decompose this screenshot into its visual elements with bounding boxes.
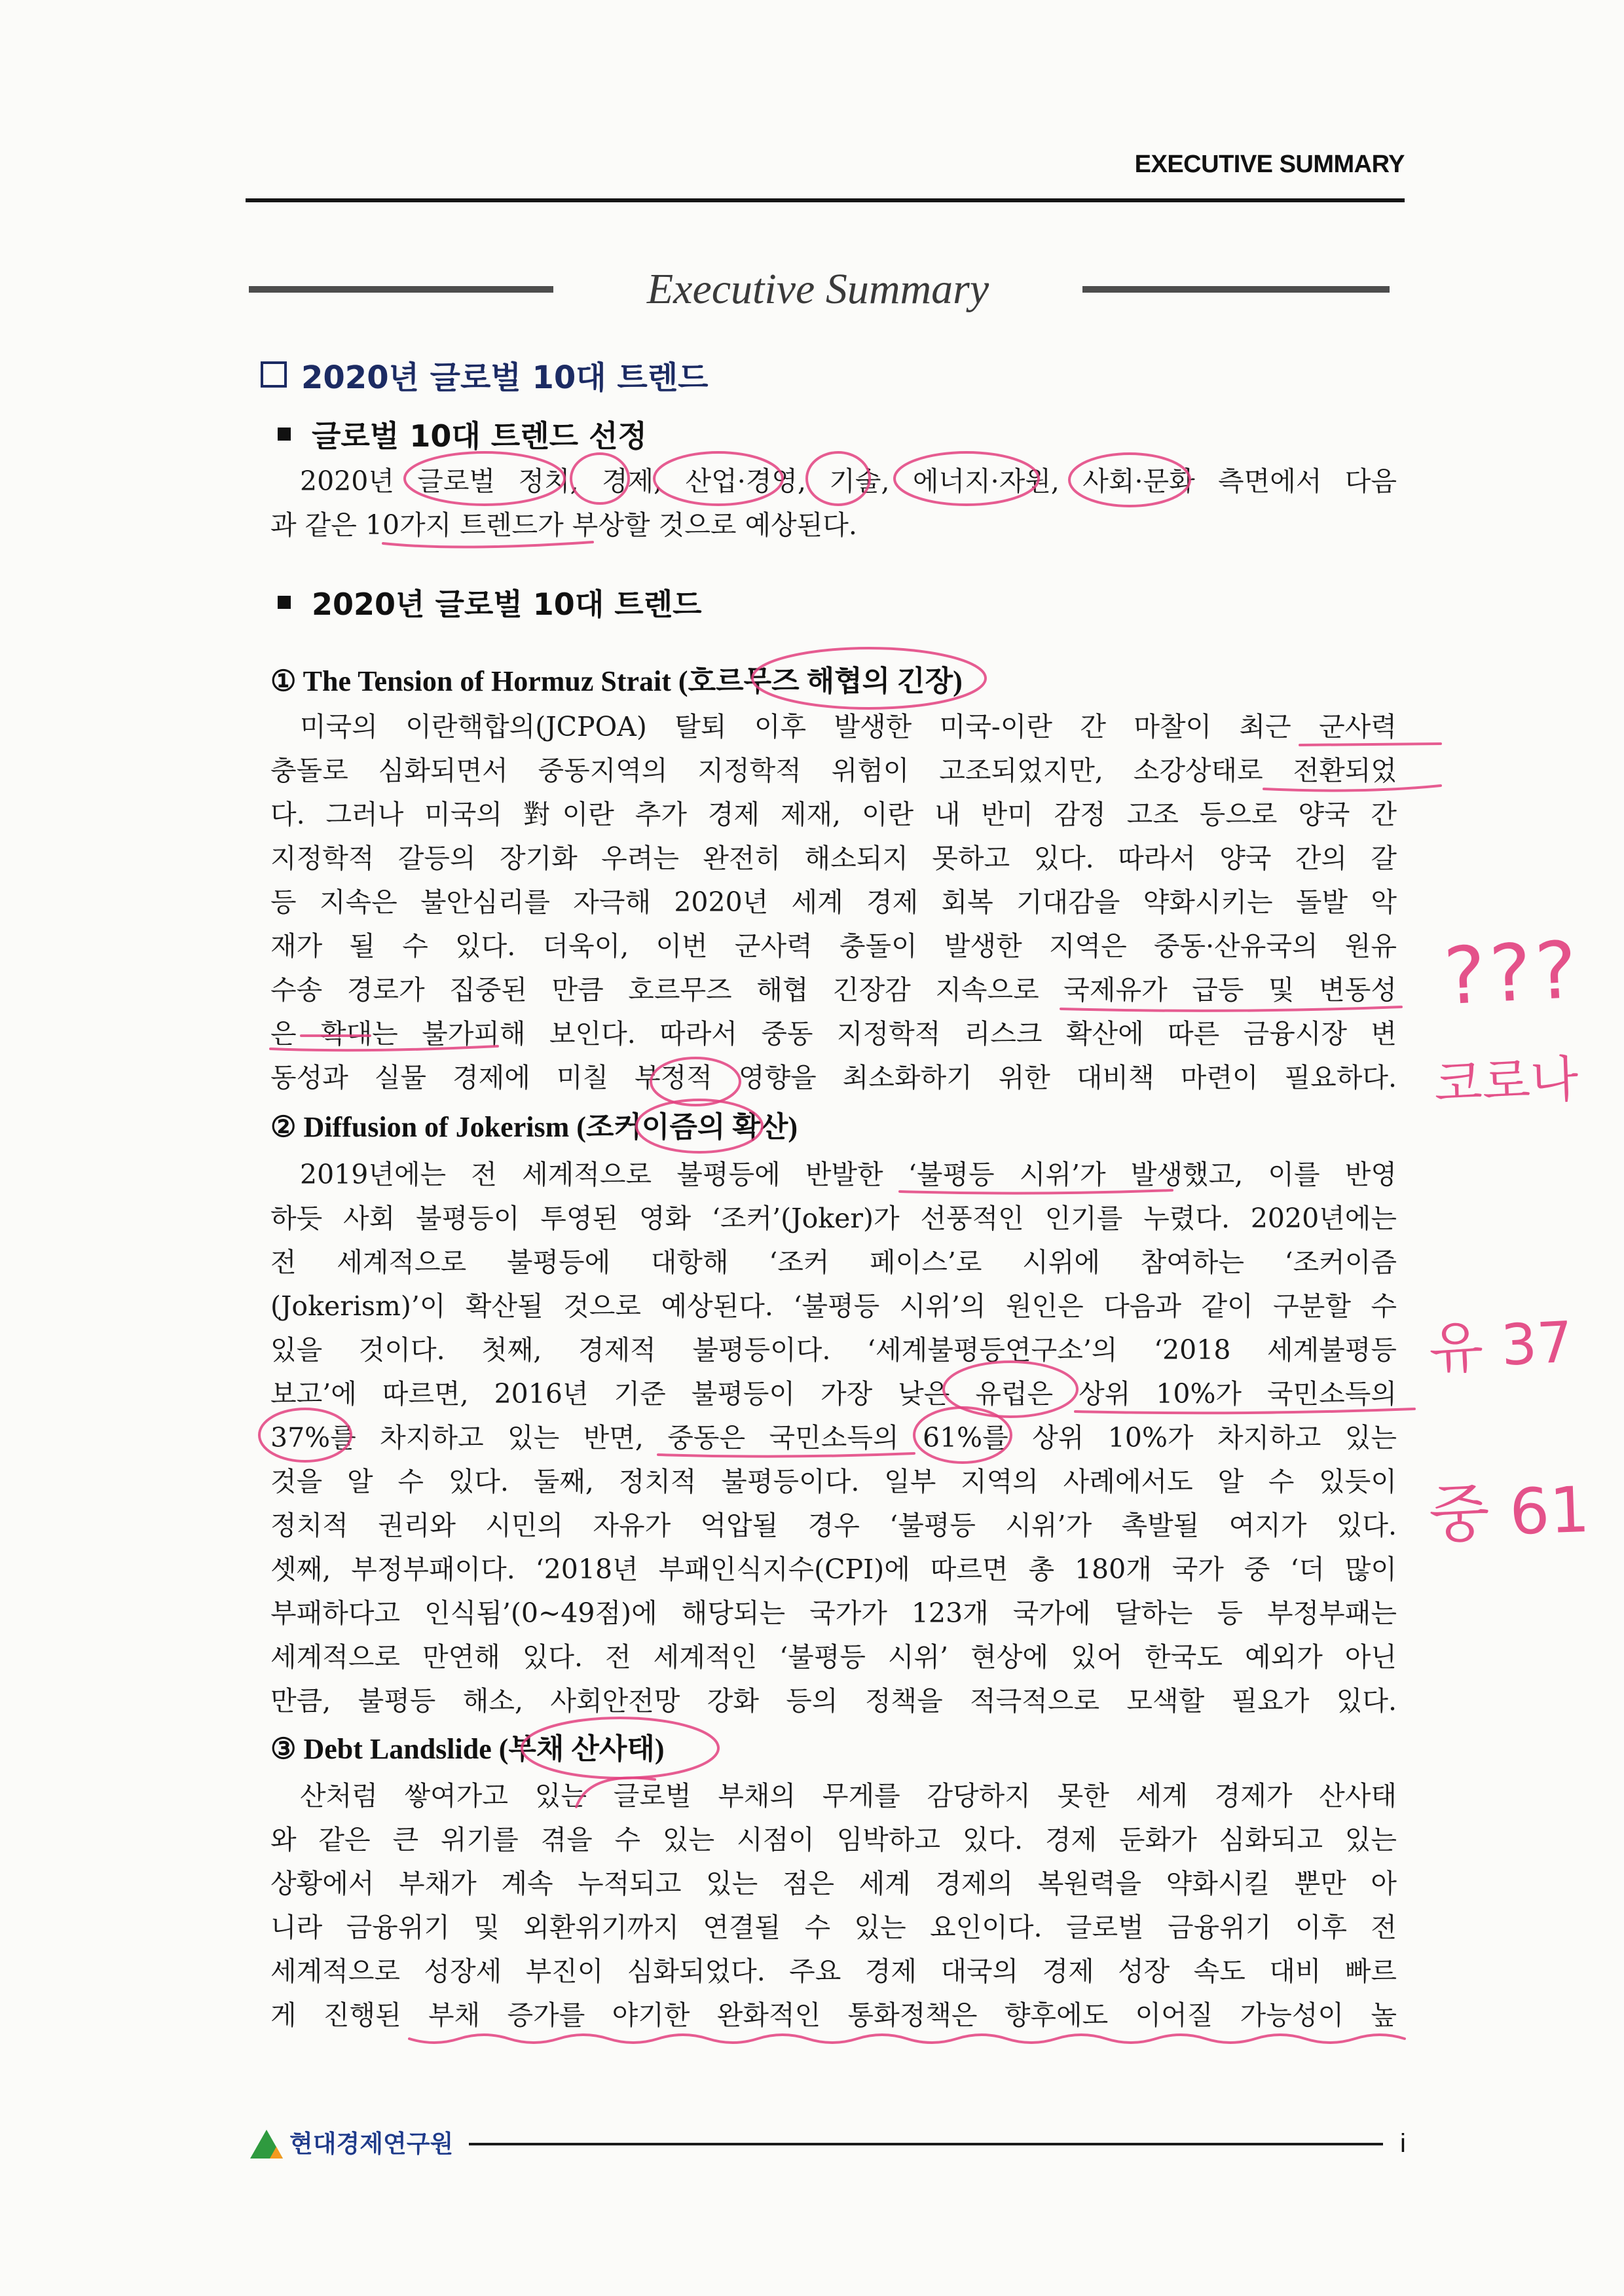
- margin-note-europe: 유 37: [1427, 1309, 1575, 1383]
- paragraph-line: 것을 알 수 있다. 둘째, 정치적 불평등이다. 일부 지역의 사례에서도 알 수 있듯이: [270, 1466, 1397, 1497]
- title-decor-bar-right: [1082, 286, 1390, 293]
- paragraph-line: 산처럼 쌓여가고 있는 글로벌 부채의 무게를 감당하지 못한 세계 경제가 산사태: [300, 1780, 1397, 1812]
- margin-note-corona: 코로나: [1433, 1049, 1579, 1113]
- trend-paragraph-1: [270, 705, 1397, 1100]
- subsection-heading-text: 글로벌 10대 트렌드 선정: [312, 418, 647, 454]
- hollow-square-bullet-icon: [261, 361, 287, 388]
- trend-paragraph-2: [270, 1153, 1397, 1723]
- page-number: i: [1400, 2129, 1406, 2158]
- paragraph-line: 등 지속은 불안심리를 자극해 2020년 세계 경제 회복 기대감을 약화시키는 돌발 악: [270, 886, 1397, 918]
- paragraph-line: 과 같은 10가지 트렌드가 부상할 것으로 예상된다.: [270, 509, 857, 541]
- selection-paragraph: [270, 460, 1397, 547]
- running-header-title: EXECUTIVE SUMMARY: [1134, 151, 1405, 178]
- paragraph-line: 전 세계적으로 불평등에 대항해 ‘조커 페이스’로 시위에 참여하는 ‘조커이즘: [270, 1247, 1397, 1278]
- paragraph-line: 충돌로 심화되면서 중동지역의 지정학적 위험이 고조되었지만, 소강상태로 전환되었: [270, 755, 1397, 786]
- paragraph-line: 다. 그러나 미국의 對이란 추가 경제 제재, 이란 내 반미 감정 고조 등으로 양국 간: [270, 799, 1397, 830]
- paragraph-line: 게 진행된 부채 증가를 야기한 완화적인 통화정책은 향후에도 이어질 가능성이 높: [270, 1999, 1397, 2031]
- margin-note-middle-east: 중 61: [1428, 1472, 1591, 1552]
- paragraph-line: (Jokerism)’이 확산될 것으로 예상된다. ‘불평등 시위’의 원인은 다음과 같이 구분할 수: [270, 1290, 1397, 1322]
- paragraph-line: 미국의 이란핵합의(JCPOA) 탈퇴 이후 발생한 미국-이란 간 마찰이 최근 군사력: [300, 711, 1397, 742]
- paragraph-line: 만큼, 불평등 해소, 사회안전망 강화 등의 정책을 적극적으로 모색할 필요가 있다.: [270, 1685, 1397, 1717]
- page-title: Executive Summary: [646, 265, 989, 313]
- trend-heading-2: ② Diffusion of Jokerism (조커이즘의 확산): [270, 1111, 798, 1143]
- trend-heading-1: ① The Tension of Hormuz Strait (호르무즈 해협의 긴장): [270, 665, 963, 697]
- header-rule: [246, 198, 1405, 202]
- paragraph-line: 정치적 권리와 시민의 자유가 억압될 경우 ‘불평등 시위’가 촉발될 여지가 있다.: [270, 1510, 1397, 1541]
- square-bullet-icon: [278, 428, 291, 441]
- paragraph-line: 세계적으로 만연해 있다. 전 세계적인 ‘불평등 시위’ 현상에 있어 한국도 예외가 아닌: [270, 1641, 1397, 1673]
- subsection-heading-trends: [278, 581, 702, 623]
- section-heading-text: 2020년 글로벌 10대 트렌드: [301, 359, 709, 396]
- paragraph-line: 부패하다고 인식됨’(0~49점)에 해당되는 국가가 123개 국가에 달하는 등 부정부패는: [270, 1597, 1397, 1629]
- triangle-logo-icon: [250, 2130, 283, 2159]
- paragraph-line: 37%를 차지하고 있는 반면, 중동은 국민소득의 61%를 상위 10%가 차지하고 있는: [270, 1422, 1397, 1453]
- margin-note-question: ???: [1441, 924, 1583, 1023]
- paragraph-line: 2020년 글로벌 정치, 경제, 산업·경영, 기술, 에너지·자원, 사회·문화 측면에서 다음: [300, 465, 1397, 497]
- paragraph-line: 수송 경로가 집중된 만큼 호르무즈 해협 긴장감 지속으로 국제유가 급등 및 변동성: [270, 974, 1397, 1006]
- paragraph-line: 은 확대는 불가피해 보인다. 따라서 중동 지정학적 리스크 확산에 따른 금융시장 변: [270, 1018, 1397, 1049]
- square-bullet-icon: [278, 596, 291, 609]
- paragraph-line: 지정학적 갈등의 장기화 우려는 완전히 해소되지 못하고 있다. 따라서 양국 간의 갈: [270, 843, 1397, 874]
- section-heading: [261, 354, 708, 395]
- title-decor-bar-left: [249, 286, 553, 293]
- trend-heading-3: ③ Debt Landslide (부채 산사태): [270, 1733, 665, 1765]
- paragraph-line: 하듯 사회 불평등이 투영된 영화 ‘조커’(Joker)가 선풍적인 인기를 누렸다. 2020년에는: [270, 1203, 1397, 1234]
- paragraph-line: 니라 금융위기 및 외환위기까지 연결될 수 있는 요인이다. 글로벌 금융위기 이후 전: [270, 1912, 1397, 1943]
- subsection-heading-selection: [278, 413, 647, 455]
- trend-paragraph-3: [270, 1774, 1397, 2037]
- paragraph-line: 세계적으로 성장세 부진이 심화되었다. 주요 경제 대국의 경제 성장 속도 대비 빠르: [270, 1956, 1397, 1987]
- paragraph-line: 재가 될 수 있다. 더욱이, 이번 군사력 충돌이 발생한 지역은 중동·산유국의 원유: [270, 930, 1397, 962]
- paragraph-line: 셋째, 부정부패이다. ‘2018년 부패인식지수(CPI)에 따르면 총 180개 국가 중 ‘더 많이: [270, 1554, 1397, 1585]
- paragraph-line: 상황에서 부채가 계속 누적되고 있는 점은 세계 경제의 복원력을 약화시킬 뿐만 아: [270, 1868, 1397, 1899]
- footer-rule: [469, 2143, 1383, 2145]
- paragraph-line: 있을 것이다. 첫째, 경제적 불평등이다. ‘세계불평등연구소’의 ‘2018 세계불평등: [270, 1334, 1397, 1366]
- paragraph-line: 2019년에는 전 세계적으로 불평등에 반발한 ‘불평등 시위’가 발생했고, 이를 반영: [300, 1159, 1397, 1190]
- paragraph-line: 동성과 실물 경제에 미칠 부정적 영향을 최소화하기 위한 대비책 마련이 필요하다.: [270, 1062, 1397, 1093]
- subsection-heading-text: 2020년 글로벌 10대 트렌드: [312, 587, 702, 622]
- paragraph-line: 와 같은 큰 위기를 겪을 수 있는 시점이 임박하고 있다. 경제 둔화가 심화되고 있는: [270, 1824, 1397, 1855]
- footer-organization: 현대경제연구원: [289, 2130, 454, 2158]
- paragraph-line: 보고’에 따르면, 2016년 기준 불평등이 가장 낮은 유럽은 상위 10%가 국민소득의: [270, 1378, 1397, 1410]
